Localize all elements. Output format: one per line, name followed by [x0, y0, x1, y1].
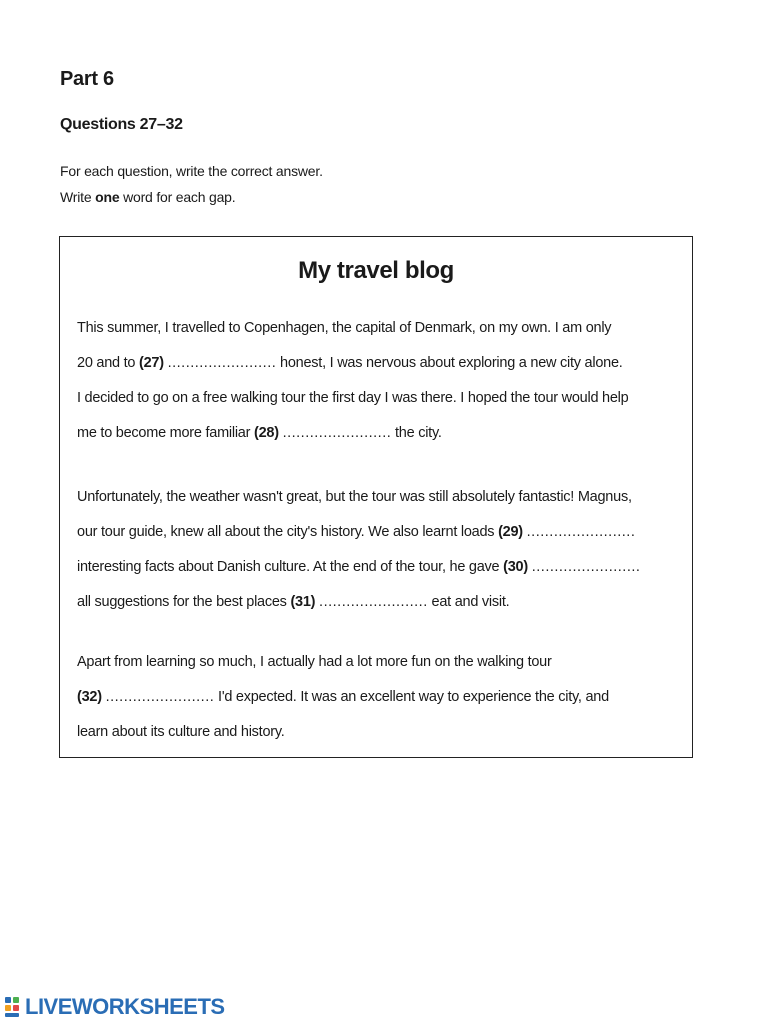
liveworksheets-logo-icon [4, 996, 22, 1018]
text-line: Unfortunately, the weather wasn't great, but the tour was still absolutely fantastic! Magnus, [77, 489, 632, 505]
text-fragment: interesting facts about Danish culture. At the end of the tour, he gave [77, 559, 504, 575]
blog-paragraph-2 [77, 480, 674, 620]
text-fragment: I'd expected. It was an excellent way to experience the city, and [214, 689, 609, 705]
blog-box [59, 236, 693, 758]
text-line [77, 585, 674, 620]
instructions [60, 158, 323, 210]
gap-32[interactable]: ........................ [105, 689, 215, 705]
text-fragment: our tour guide, knew all about the city's history. We also learnt loads [77, 524, 499, 540]
gap-31[interactable]: ........................ [319, 594, 428, 610]
text-fragment: eat and visit. [427, 594, 510, 610]
blog-title: My travel blog [298, 257, 454, 284]
instruction-text: word for each gap. [119, 189, 236, 205]
part-title: Part 6 [60, 68, 114, 90]
text-fragment: all suggestions for the best places [77, 594, 291, 610]
gap-29[interactable]: ........................ [526, 524, 636, 540]
text-line: learn about its culture and history. [77, 724, 285, 740]
question-32-label: (32) [77, 689, 102, 705]
liveworksheets-logo[interactable] [4, 994, 225, 1020]
text-line [77, 550, 674, 585]
questions-title: Questions 27–32 [60, 116, 183, 133]
gap-27[interactable]: ........................ [167, 355, 277, 371]
text-line [77, 416, 674, 451]
instruction-text: Write [60, 189, 96, 205]
text-fragment: 20 and to [77, 355, 139, 371]
question-29-label: (29) [498, 524, 523, 540]
question-27-label: (27) [139, 355, 164, 371]
text-line [77, 680, 674, 715]
logo-text: LIVEWORKSHEETS [25, 994, 225, 1019]
text-line [77, 515, 674, 550]
instruction-emphasis: one [95, 189, 120, 205]
gap-28[interactable]: ........................ [282, 425, 392, 441]
text-fragment: the city. [391, 425, 442, 441]
blog-paragraph-3 [77, 645, 674, 750]
text-line: I decided to go on a free walking tour the first day I was there. I hoped the tour would help [77, 390, 629, 406]
gap-30[interactable]: ........................ [531, 559, 641, 575]
text-line [77, 346, 674, 381]
question-31-label: (31) [290, 594, 316, 610]
instruction-line-2 [60, 184, 323, 210]
question-28-label: (28) [253, 425, 279, 441]
blog-paragraph-1 [77, 311, 674, 451]
text-fragment: me to become more familiar [77, 425, 254, 441]
question-30-label: (30) [503, 559, 528, 575]
text-fragment: honest, I was nervous about exploring a new city alone. [276, 355, 623, 371]
instruction-line-1: For each question, write the correct answer. [60, 163, 323, 179]
text-line: This summer, I travelled to Copenhagen, the capital of Denmark, on my own. I am only [77, 320, 612, 336]
text-line: Apart from learning so much, I actually had a lot more fun on the walking tour [77, 654, 552, 670]
